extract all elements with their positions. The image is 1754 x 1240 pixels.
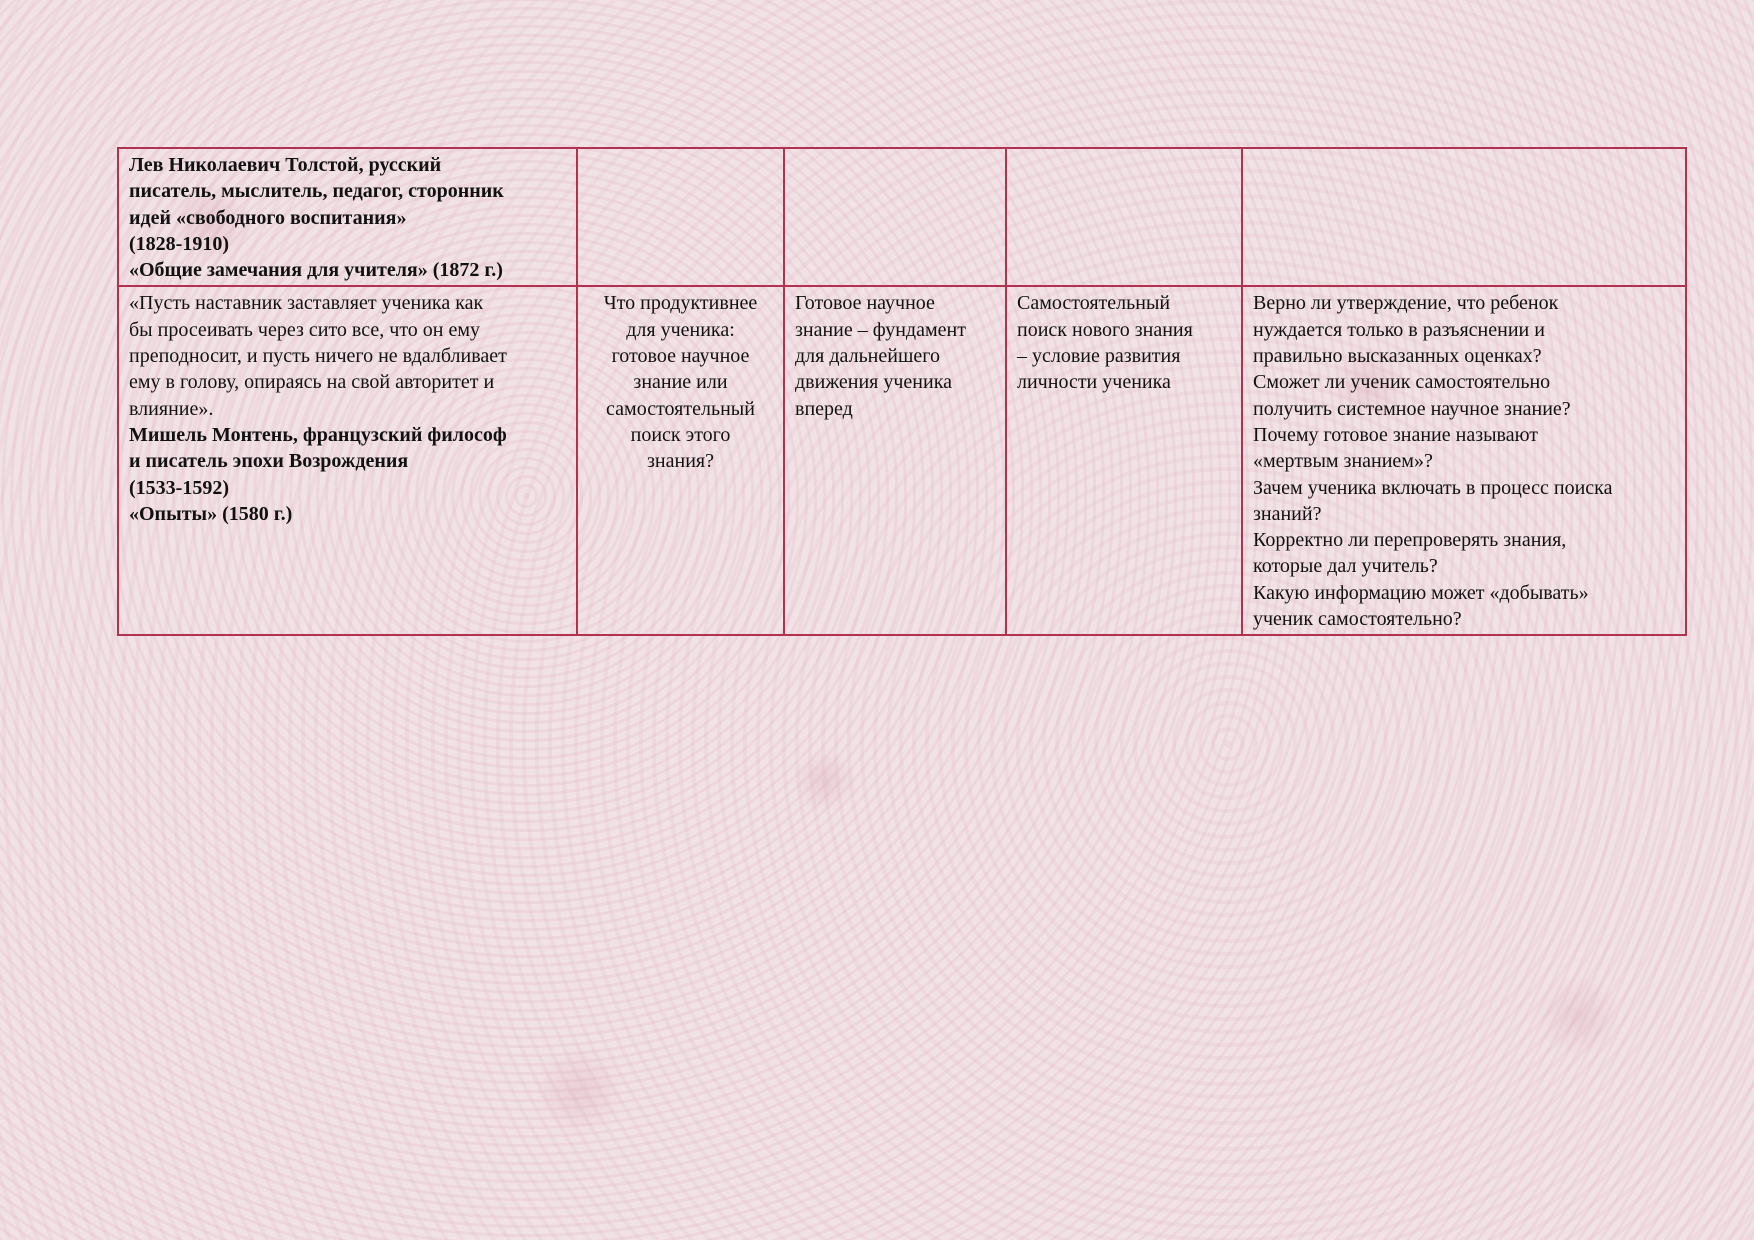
thesis-line: вперед — [795, 397, 853, 420]
empty-cell — [1006, 148, 1242, 286]
antithesis-line: – условие развития — [1017, 345, 1181, 368]
table-row-header — [118, 148, 1686, 286]
author-line: (1828-1910) — [129, 232, 229, 255]
antithesis-line: личности ученика — [1017, 371, 1171, 394]
empty-cell — [1242, 148, 1686, 286]
author-line: Лев Николаевич Толстой, русский — [129, 154, 442, 176]
question-line: Что продуктивнее — [603, 292, 758, 315]
antithesis-line: Самостоятельный — [1017, 292, 1171, 315]
quote-line: ему в голову, опираясь на свой авторитет и — [129, 371, 495, 394]
quote-line: «Пусть наставник заставляет ученика как — [129, 292, 484, 315]
thesis-line: знание – фундамент — [795, 318, 966, 341]
quote-line: бы просеивать через сито все, что он ему — [129, 318, 481, 341]
empty-cell — [784, 148, 1006, 286]
discussion-line: Почему готовое знание называют — [1253, 423, 1539, 446]
discussion-cell — [1242, 286, 1686, 635]
discussion-line: Верно ли утверждение, что ребенок — [1253, 292, 1559, 315]
question-line: для ученика: — [626, 318, 735, 341]
antithesis-line: поиск нового знания — [1017, 318, 1193, 341]
table-row-body — [118, 286, 1686, 635]
quote-line: преподносит, и пусть ничего не вдалбливает — [129, 345, 507, 368]
thesis-line: для дальнейшего — [795, 345, 940, 368]
author-line: «Общие замечания для учителя» (1872 г.) — [129, 259, 503, 282]
discussion-line: знаний? — [1253, 502, 1322, 525]
quote-line: влияние». — [129, 397, 214, 420]
question-line: готовое научное — [611, 345, 750, 368]
author-line: писатель, мыслитель, педагог, сторонник — [129, 180, 504, 203]
discussion-line: которые дал учитель? — [1253, 555, 1438, 578]
source-line: и писатель эпохи Возрождения — [129, 450, 409, 473]
author-line: идей «свободного воспитания» — [129, 206, 407, 229]
discussion-line: ученик самостоятельно? — [1253, 608, 1462, 631]
thesis-cell — [784, 286, 1006, 635]
empty-cell — [577, 148, 784, 286]
thesis-line: движения ученика — [795, 371, 952, 394]
question-line: знания? — [647, 450, 714, 473]
question-line: знание или — [633, 371, 728, 394]
thesis-line: Готовое научное — [795, 292, 935, 315]
discussion-line: «мертвым знанием»? — [1253, 450, 1433, 473]
author-cell — [118, 148, 577, 286]
quote-cell — [118, 286, 577, 635]
discussion-line: Корректно ли перепроверять знания, — [1253, 529, 1567, 552]
content-table — [117, 147, 1687, 636]
source-line: (1533-1592) — [129, 476, 229, 499]
antithesis-cell — [1006, 286, 1242, 635]
discussion-line: Зачем ученика включать в процесс поиска — [1253, 476, 1613, 499]
discussion-line: правильно высказанных оценках? — [1253, 345, 1542, 368]
discussion-line: нуждается только в разъяснении и — [1253, 318, 1545, 341]
question-line: поиск этого — [630, 423, 731, 446]
question-line: самостоятельный — [606, 397, 755, 420]
source-line: Мишель Монтень, французский философ — [129, 423, 507, 446]
discussion-line: Какую информацию может «добывать» — [1253, 581, 1589, 604]
source-line: «Опыты» (1580 г.) — [129, 502, 293, 525]
discussion-line: получить системное научное знание? — [1253, 397, 1571, 420]
discussion-line: Сможет ли ученик самостоятельно — [1253, 371, 1551, 394]
question-cell — [577, 286, 784, 635]
